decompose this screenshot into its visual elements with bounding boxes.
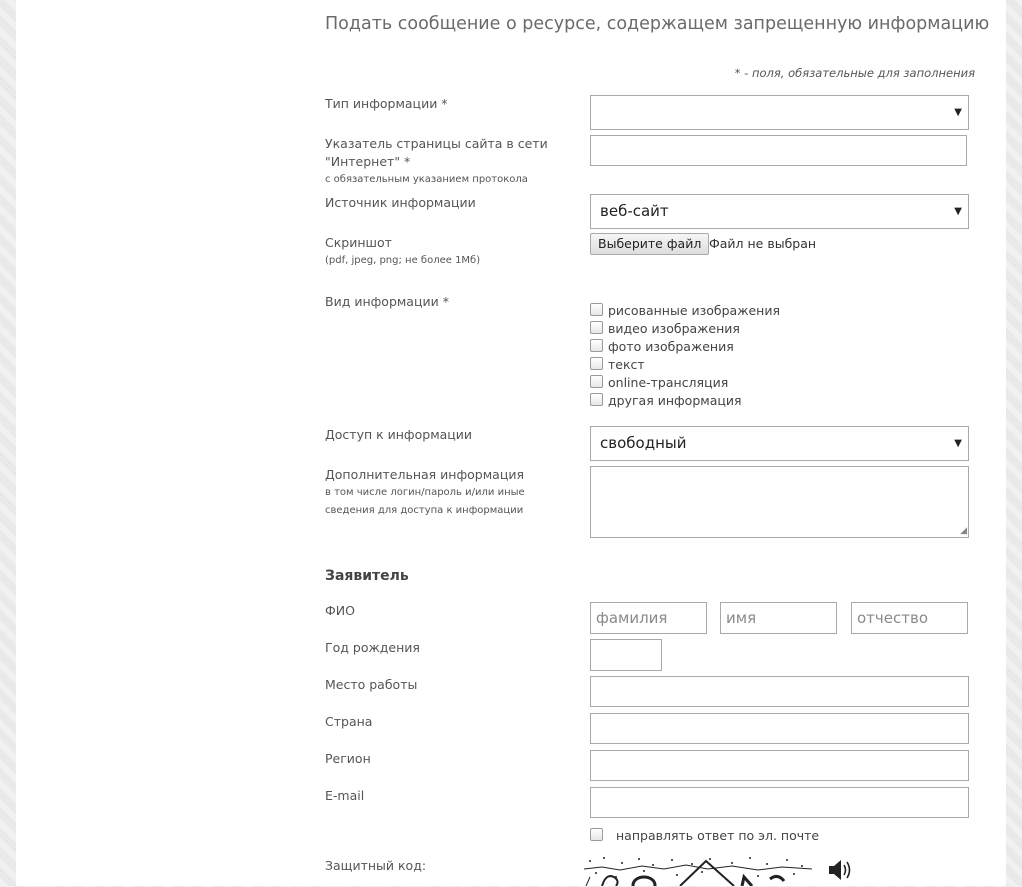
speaker-icon[interactable] xyxy=(826,857,856,883)
page-content xyxy=(16,0,1006,886)
page-url-input[interactable] xyxy=(590,135,967,166)
dropdown-arrow-icon: ▼ xyxy=(954,438,962,449)
screenshot-label-text: Скриншот xyxy=(325,235,392,250)
access-value: свободный xyxy=(600,434,687,452)
extra-info-hint-line1: в том числе логин/пароль и/или иные xyxy=(325,487,525,498)
access-label: Доступ к информации xyxy=(325,427,473,442)
checkbox-label: другая информация xyxy=(608,393,742,408)
checkbox[interactable] xyxy=(590,321,603,334)
extra-info-label-text: Дополнительная информация xyxy=(325,467,524,482)
birth-year-label: Год рождения xyxy=(325,640,420,655)
birth-year-input[interactable] xyxy=(590,639,662,671)
choose-file-button[interactable]: Выберите файл xyxy=(590,233,709,255)
extra-info-label xyxy=(325,466,525,520)
email-reply-option[interactable] xyxy=(590,828,819,846)
extra-info-hint-line2: сведения для доступа к информации xyxy=(325,505,524,516)
checkbox[interactable] xyxy=(590,339,603,352)
workplace-input[interactable] xyxy=(590,676,969,707)
source-select[interactable] xyxy=(590,194,969,229)
region-label: Регион xyxy=(325,751,371,766)
last-name-input[interactable]: фамилия xyxy=(590,602,707,634)
content-kind-label: Вид информации * xyxy=(325,294,449,309)
checkbox[interactable] xyxy=(590,375,603,388)
info-type-select[interactable] xyxy=(590,95,969,130)
email-reply-label: направлять ответ по эл. почте xyxy=(616,828,820,843)
screenshot-hint: (pdf, jpeg, png; не более 1Мб) xyxy=(325,255,481,266)
checkbox-label: online-трансляция xyxy=(608,375,729,390)
page-url-label-line2: "Интернет" * xyxy=(325,154,411,169)
email-input[interactable] xyxy=(590,787,969,818)
dropdown-arrow-icon: ▼ xyxy=(954,206,962,217)
country-input[interactable] xyxy=(590,713,969,744)
checkbox-option[interactable] xyxy=(590,393,742,411)
checkbox-label: видео изображения xyxy=(608,321,740,336)
resize-grip-icon[interactable]: ◢ xyxy=(960,526,967,536)
first-name-input[interactable]: имя xyxy=(720,602,837,634)
checkbox-option[interactable] xyxy=(590,321,740,339)
country-label: Страна xyxy=(325,714,373,729)
page-title: Подать сообщение о ресурсе, содержащем запрещенную информацию xyxy=(325,14,990,34)
email-reply-checkbox[interactable] xyxy=(590,828,603,841)
checkbox[interactable] xyxy=(590,357,603,370)
region-input[interactable] xyxy=(590,750,969,781)
extra-info-textarea[interactable] xyxy=(590,466,969,538)
workplace-label: Место работы xyxy=(325,677,418,692)
fio-label: ФИО xyxy=(325,603,355,618)
source-label: Источник информации xyxy=(325,195,476,210)
access-select[interactable] xyxy=(590,426,969,461)
checkbox[interactable] xyxy=(590,303,603,316)
checkbox[interactable] xyxy=(590,393,603,406)
email-label: E-mail xyxy=(325,788,365,803)
source-value: веб-сайт xyxy=(600,202,669,220)
checkbox-option[interactable] xyxy=(590,303,780,321)
dropdown-arrow-icon: ▼ xyxy=(954,107,962,118)
page-url-label xyxy=(325,135,548,189)
checkbox-label: рисованные изображения xyxy=(608,303,780,318)
checkbox-label: текст xyxy=(608,357,645,372)
info-type-label: Тип информации * xyxy=(325,96,448,111)
screenshot-label xyxy=(325,234,480,270)
file-status-text: Файл не выбран xyxy=(709,236,817,251)
patronymic-input[interactable]: отчество xyxy=(851,602,968,634)
checkbox-option[interactable] xyxy=(590,375,728,393)
captcha-label: Защитный код: xyxy=(325,858,427,873)
checkbox-label: фото изображения xyxy=(608,339,734,354)
applicant-heading: Заявитель xyxy=(325,568,409,584)
checkbox-option[interactable] xyxy=(590,339,734,357)
checkbox-option[interactable] xyxy=(590,357,645,375)
required-fields-note: * - поля, обязательные для заполнения xyxy=(734,66,975,80)
page-url-label-line1: Указатель страницы сайта в сети xyxy=(325,136,548,151)
page-url-hint: с обязательным указанием протокола xyxy=(325,174,528,185)
captcha-image xyxy=(582,855,814,886)
